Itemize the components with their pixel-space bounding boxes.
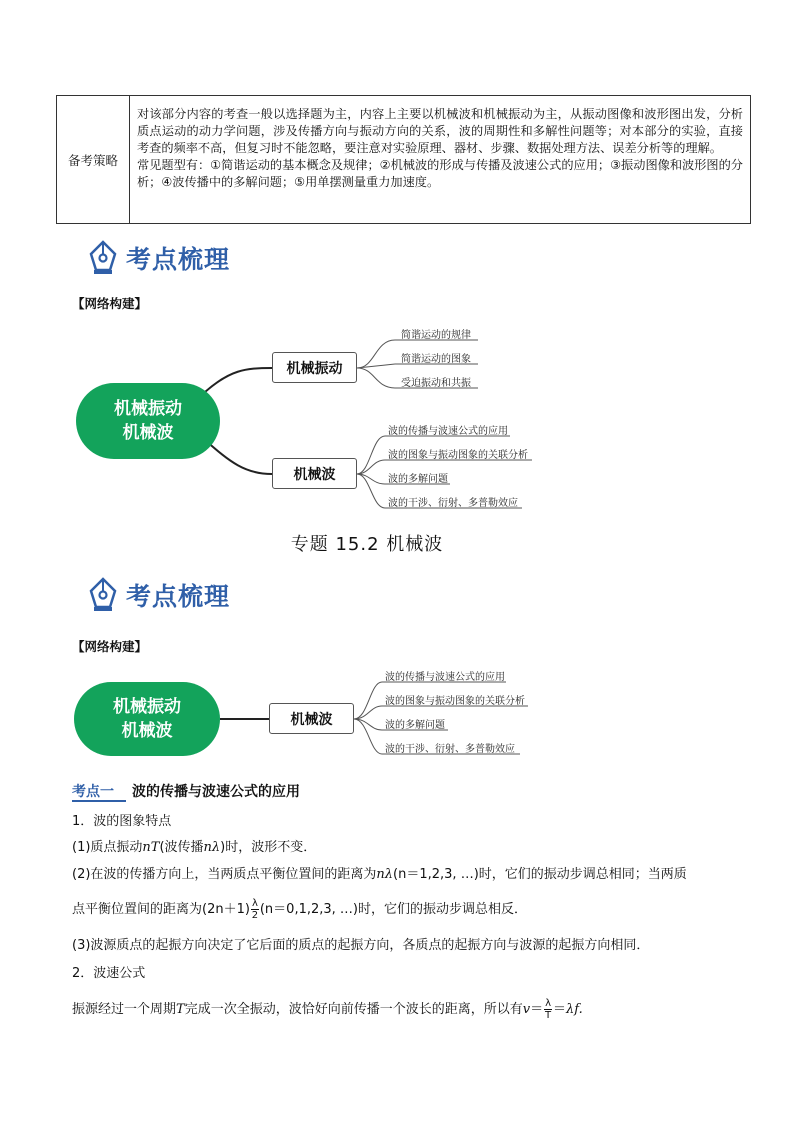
root-line: 机械波 <box>121 721 173 741</box>
node-wave: 机械波 <box>272 458 357 489</box>
leaf-vibration: 简谐运动的规律 <box>401 330 471 341</box>
strategy-line: 常见题型有：①简谐运动的基本概念及规律；②机械波的形成与传播及波速公式的应用；③振动图像和波形图的分析；④波传播中的多解问题；⑤用单摆测量重力加速度。 <box>137 158 743 189</box>
var: nT <box>142 840 160 855</box>
leaf-wave: 波的干涉、衍射、多普勒效应 <box>385 744 515 755</box>
root-line: 机械振动 <box>113 697 181 717</box>
var: v <box>522 1002 531 1017</box>
text: (波传播 <box>159 840 204 855</box>
paragraph-2-cont <box>72 898 732 921</box>
leaf-vibration: 受迫振动和共振 <box>401 378 471 389</box>
text: )时，波形不变． <box>220 840 317 855</box>
node-wave: 机械波 <box>269 703 354 734</box>
text: (n＝0,1,2,3, …)时，它们的振动步调总相反． <box>259 902 527 917</box>
frac-num: λ <box>251 898 258 909</box>
text: 点平衡位置间的距离为(2n＋1) <box>72 902 250 917</box>
leaf-vibration: 简谐运动的图象 <box>401 354 471 365</box>
root-line: 机械振动 <box>114 399 182 419</box>
leaf-wave: 波的传播与波速公式的应用 <box>385 672 505 683</box>
root-line: 机械波 <box>122 423 174 443</box>
frac-den: T <box>544 1010 552 1021</box>
fraction <box>544 998 552 1021</box>
text: (1)质点振动 <box>72 840 143 855</box>
frac-den: 2 <box>251 910 259 921</box>
strategy-label: 备考策略 <box>57 96 130 223</box>
var: nλ <box>376 867 394 882</box>
leaf-wave: 波的多解问题 <box>385 720 445 731</box>
var: nλ <box>203 840 221 855</box>
leaf-wave: 波的图象与振动图象的关联分析 <box>385 696 525 707</box>
leaf-wave: 波的图象与振动图象的关联分析 <box>388 450 528 461</box>
network-label: 【网络构建】 <box>72 639 148 654</box>
text: ＝ <box>530 1002 544 1017</box>
paragraph-4 <box>72 998 732 1021</box>
leaf-wave: 波的干涉、衍射、多普勒效应 <box>388 498 518 509</box>
section-heading-text: 考点梳理 <box>126 582 231 611</box>
mindmap-root <box>76 383 220 459</box>
text: (2)在波的传播方向上，当两质点平衡位置间的距离为 <box>72 867 377 882</box>
text: ＝ <box>553 1002 567 1017</box>
keypoint-heading: 波的传播与波速公式的应用 <box>132 784 300 800</box>
paragraph-1 <box>72 839 732 857</box>
keypoint-tag: 考点一 <box>72 784 126 802</box>
var: λf. <box>566 1002 583 1017</box>
paragraph-2 <box>72 866 732 884</box>
frac-num: λ <box>545 998 551 1009</box>
leaf-wave: 波的多解问题 <box>388 474 448 485</box>
text: 振源经过一个周期 <box>72 1002 177 1017</box>
heading-2: 2．波速公式 <box>72 966 146 981</box>
pen-nib-icon <box>88 577 118 613</box>
topic-subtitle: 专题 15.2 机械波 <box>290 534 444 555</box>
text: 完成一次全振动，波恰好向前传播一个波长的距离，所以有 <box>184 1002 523 1017</box>
paragraph-3: (3)波源质点的起振方向决定了它后面的质点的起振方向，各质点的起振方向与波源的起振方向相同． <box>72 938 650 953</box>
heading-1: 1．波的图象特点 <box>72 814 172 829</box>
strategy-line: 对该部分内容的考查一般以选择题为主，内容上主要以机械波和机械振动为主，从振动图像和波形图出发，分析质点运动的动力学问题，涉及传播方向与振动方向的关系，波的周期性和多解性问题等；对本部分的实验，直接考查的频率不高，但复习时不能忽略，要注意对实验原理、器材、步骤、数据处理方法、误差分析等的理解。 <box>137 107 743 155</box>
fraction <box>251 898 259 921</box>
section-heading <box>88 575 230 615</box>
section-heading-text: 考点梳理 <box>126 245 231 274</box>
var: T <box>176 1002 185 1017</box>
node-vibration: 机械振动 <box>272 352 357 383</box>
text: (n＝1,2,3, …)时，它们的振动步调总相同；当两质 <box>393 867 687 882</box>
keypoint-title <box>72 781 300 801</box>
mindmap2-root <box>74 682 220 756</box>
leaf-wave: 波的传播与波速公式的应用 <box>388 426 508 437</box>
network-label: 【网络构建】 <box>72 296 148 311</box>
